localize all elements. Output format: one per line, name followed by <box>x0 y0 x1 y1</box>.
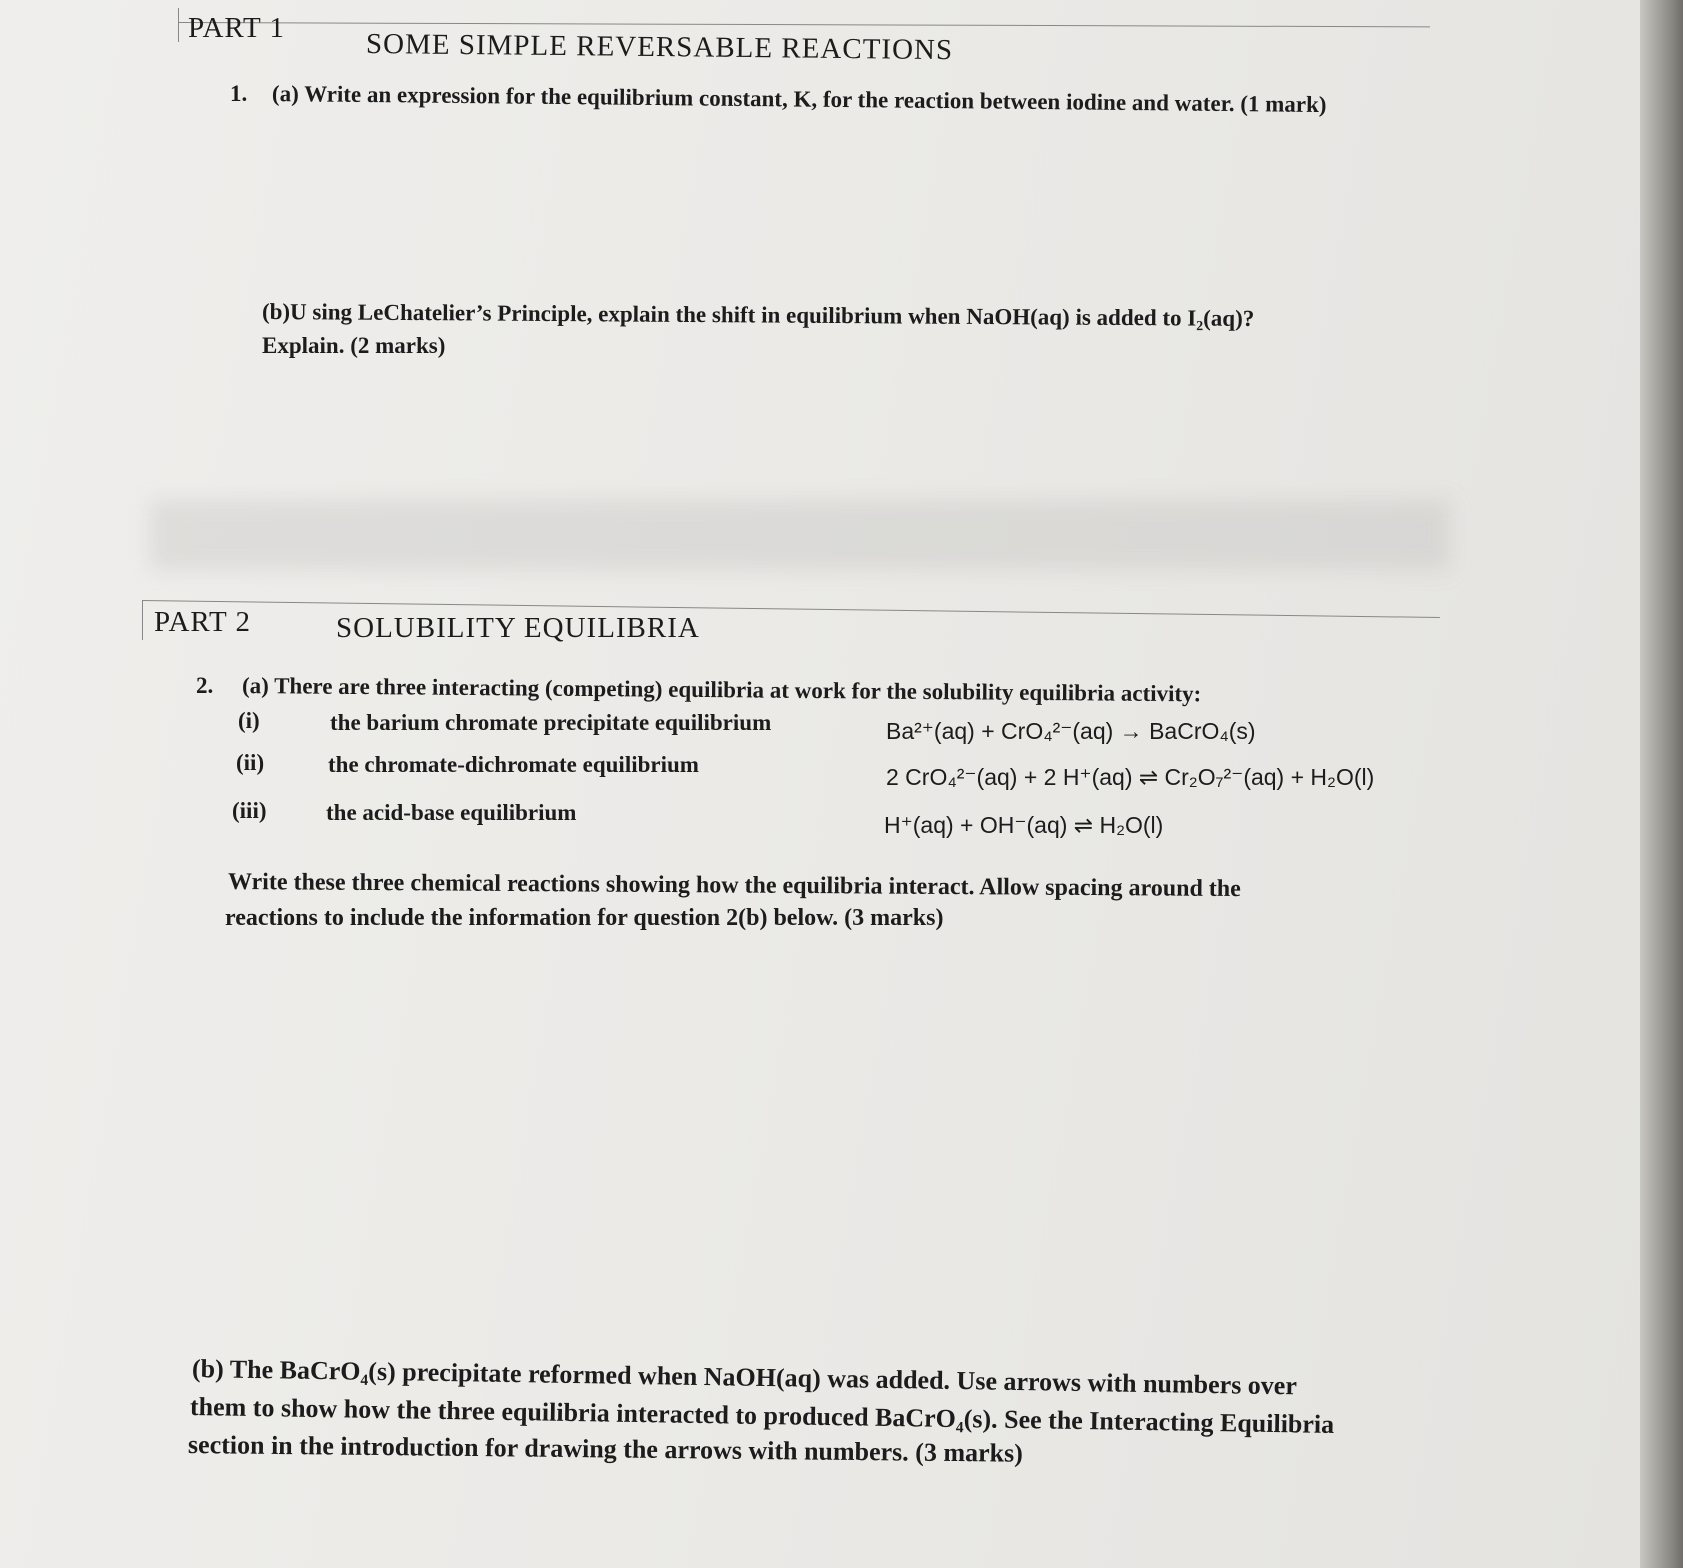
instruction-line1: Write these three chemical reactions showing how the equilibria interact. Allow spacing around the <box>227 869 1241 903</box>
equilibrium-1-number: (i) <box>238 708 260 733</box>
question-2b-line1: (b) The BaCrO₄(s) precipitate reformed when NaOH(aq) was added. Use arrows with numbers over <box>191 1354 1298 1401</box>
part1-header-rule <box>178 22 1430 27</box>
part2-header-bar <box>142 600 143 640</box>
question-1b-line1: (b)U sing LeChatelier’s Principle, explain the shift in equilibrium when NaOH(aq) is added to I₂(aq)? <box>261 299 1255 331</box>
question-1a: (a) Write an expression for the equilibrium constant, K, for the reaction between iodine and water. (1 mark) <box>271 81 1327 118</box>
part1-title: SOME SIMPLE REVERSABLE REACTIONS <box>365 28 954 67</box>
equilibrium-1-reaction: Ba²⁺(aq) + CrO₄²⁻(aq) → BaCrO₄(s) <box>886 718 1256 744</box>
equilibrium-3-reaction: H⁺(aq) + OH⁻(aq) ⇌ H₂O(l) <box>884 812 1164 838</box>
question-2b-line3: section in the introduction for drawing the arrows with numbers. (3 marks) <box>187 1430 1024 1468</box>
question-1b-line2: Explain. (2 marks) <box>262 333 446 358</box>
page-edge-shadow <box>1640 0 1683 1568</box>
equilibrium-2-description: the chromate-dichromate equilibrium <box>328 752 699 777</box>
part1-label: PART 1 <box>188 12 285 44</box>
equilibrium-1-description: the barium chromate precipitate equilibrium <box>330 710 772 735</box>
equilibrium-2-number: (ii) <box>236 750 265 775</box>
bleed-through-shadow <box>150 500 1450 570</box>
question-2-number: 2. <box>196 673 214 698</box>
question-2a: (a) There are three interacting (competing) equilibria at work for the solubility equilibria activity: <box>241 673 1202 707</box>
part1-header-bar <box>178 8 179 42</box>
question-1-number: 1. <box>230 81 248 106</box>
equilibrium-3-description: the acid-base equilibrium <box>326 800 577 825</box>
instruction-line2: reactions to include the information for question 2(b) below. (3 marks) <box>225 905 944 931</box>
part2-title: SOLUBILITY EQUILIBRIA <box>336 612 700 644</box>
part2-label: PART 2 <box>154 606 251 638</box>
equilibrium-2-reaction: 2 CrO₄²⁻(aq) + 2 H⁺(aq) ⇌ Cr₂O₇²⁻(aq) + H₂O(l) <box>886 764 1375 790</box>
question-2b-line2: them to show how the three equilibria interacted to produced BaCrO₄(s). See the Interacting Equilibria <box>189 1392 1335 1439</box>
equilibrium-3-number: (iii) <box>232 798 267 823</box>
